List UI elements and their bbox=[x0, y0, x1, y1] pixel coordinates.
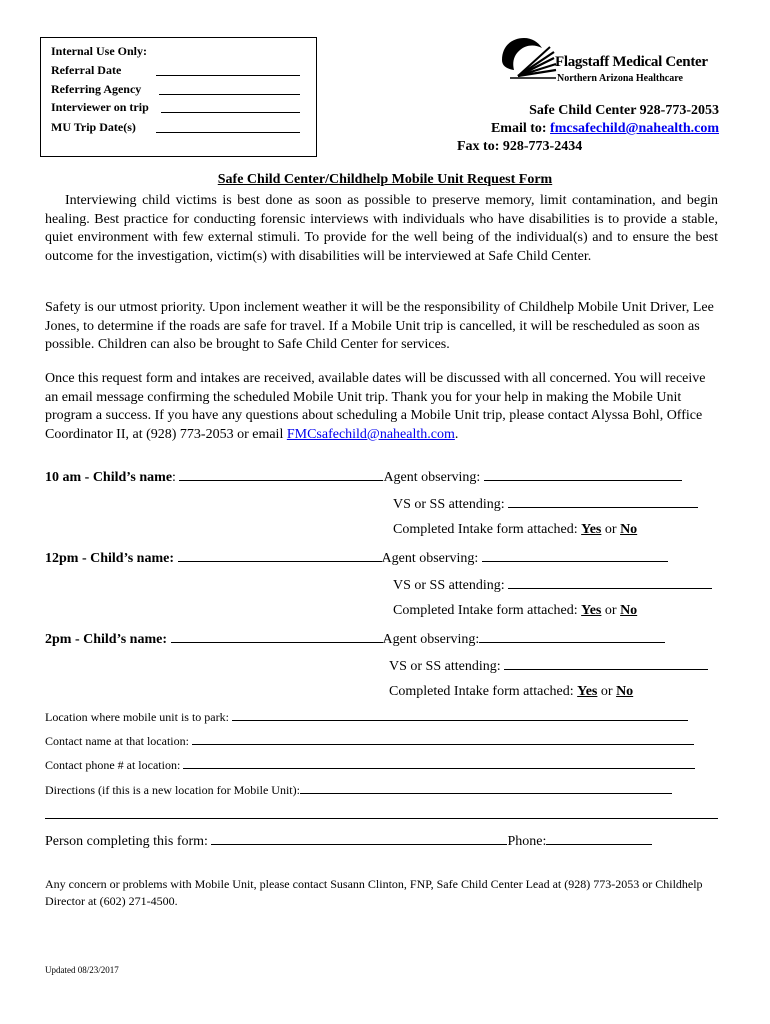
slot-12pm-vs-label: VS or SS attending: bbox=[393, 578, 509, 593]
directions-line-2[interactable] bbox=[45, 818, 718, 819]
email-link[interactable]: fmcsafechild@nahealth.com bbox=[550, 121, 719, 136]
slot-10am-agent-label: Agent observing: bbox=[383, 470, 484, 485]
referring-agency-label: Referring Agency bbox=[51, 82, 142, 96]
park-location-label: Location where mobile unit is to park: bbox=[45, 710, 229, 724]
phone-field[interactable] bbox=[546, 832, 652, 845]
slot-2pm-no[interactable]: No bbox=[616, 684, 634, 699]
interviewer-field[interactable] bbox=[161, 112, 300, 113]
directions-row bbox=[45, 783, 672, 798]
slot-10am-or: or bbox=[601, 522, 621, 537]
contact-name-field[interactable] bbox=[192, 734, 694, 745]
slot-2pm-agent-label: Agent observing: bbox=[382, 632, 480, 647]
slot-12pm bbox=[45, 549, 668, 567]
referral-date-field[interactable] bbox=[156, 75, 300, 76]
contact-name-row bbox=[45, 734, 694, 749]
directions-field[interactable] bbox=[300, 783, 672, 794]
slot-2pm-intake-label: Completed Intake form attached: bbox=[389, 684, 578, 699]
email-prefix: Email to: bbox=[490, 121, 551, 136]
safety-paragraph: Safety is our utmost priority. Upon inclement weather it will be the responsibility of Childhelp Mobile Unit Driver, Lee Jones, to determine if the roads are safe for travel. If a Mobile Unit trip is cancelled, it will be rescheduled as soon as possible. Children can also be brought to Safe Child Center for services. bbox=[45, 300, 714, 352]
person-field[interactable] bbox=[211, 832, 507, 845]
slot-12pm-vs-field[interactable] bbox=[508, 576, 712, 589]
slot-2pm-label: 2pm - Child’s name: bbox=[45, 632, 167, 647]
slot-12pm-intake-label: Completed Intake form attached: bbox=[393, 603, 582, 618]
slot-10am-vs-field[interactable] bbox=[508, 495, 698, 508]
contact-phone-row bbox=[45, 758, 695, 773]
updated-date: Updated 08/23/2017 bbox=[45, 965, 119, 975]
logo-subtitle: Northern Arizona Healthcare bbox=[557, 73, 683, 84]
slot-2pm-agent-field[interactable] bbox=[479, 630, 665, 643]
phone-label: Phone: bbox=[507, 834, 547, 849]
scheduling-email-link[interactable]: FMCsafechild@nahealth.com bbox=[286, 426, 455, 442]
slot-12pm-vs bbox=[393, 576, 712, 594]
mu-trip-dates-field[interactable] bbox=[156, 132, 300, 133]
slot-2pm-intake bbox=[389, 684, 633, 700]
slot-10am-name-field[interactable] bbox=[179, 468, 383, 481]
person-label: Person completing this form: bbox=[45, 834, 208, 849]
contact-name-label: Contact name at that location: bbox=[45, 734, 189, 748]
slot-12pm-intake bbox=[393, 603, 637, 619]
fmc-logo-icon bbox=[498, 36, 558, 80]
park-location-field[interactable] bbox=[232, 710, 688, 721]
slot-10am-no[interactable]: No bbox=[620, 522, 638, 537]
scheduling-end: . bbox=[454, 426, 459, 442]
slot-2pm bbox=[45, 630, 665, 648]
slot-10am-yes[interactable]: Yes bbox=[581, 522, 602, 537]
fax-line: Fax to: 928-773-2434 bbox=[457, 139, 583, 154]
internal-use-box bbox=[40, 37, 317, 157]
intro-paragraph: Interviewing child victims is best done as soon as possible to preserve memory, limit contamination, and begin healing. Best practice for conducting forensic interviews with individuals who have disabilities is to provide a stable, quiet environment with few external stimuli. To provide for the well being of the individual(s) and to ensure the best outcome for the investigation, victim(s) with disabilities will be interviewed at Safe Child Center. bbox=[45, 193, 718, 264]
scheduling-paragraph bbox=[45, 370, 718, 444]
safe-child-phone: Safe Child Center 928-773-2053 bbox=[529, 103, 719, 118]
slot-12pm-or: or bbox=[601, 603, 621, 618]
logo-name: Flagstaff Medical Center bbox=[555, 54, 708, 70]
park-location-row bbox=[45, 710, 688, 725]
slot-10am bbox=[45, 468, 682, 486]
contact-phone-field[interactable] bbox=[183, 758, 695, 769]
slot-10am-vs bbox=[393, 495, 698, 513]
internal-use-title: Internal Use Only: bbox=[51, 44, 147, 58]
scheduling-text: Once this request form and intakes are received, available dates will be discussed with all concerned. You will receive an email message confirming the scheduled Mobile Unit trip. Thank you for your help in making the Mobile Unit program a success. If you have any questions about scheduling a Mobile Unit trip, please contact Alyssa Bohl, Office Coordinator II, at (928) 773-2053 or email bbox=[45, 371, 706, 442]
slot-10am-intake bbox=[393, 522, 637, 538]
slot-2pm-name-field[interactable] bbox=[171, 630, 383, 643]
slot-12pm-name-field[interactable] bbox=[178, 549, 382, 562]
slot-10am-vs-label: VS or SS attending: bbox=[393, 497, 509, 512]
directions-label: Directions (if this is a new location for Mobile Unit): bbox=[45, 783, 300, 797]
slot-2pm-or: or bbox=[597, 684, 617, 699]
slot-12pm-agent-field[interactable] bbox=[482, 549, 668, 562]
contact-phone-label: Contact phone # at location: bbox=[45, 758, 181, 772]
email-line bbox=[491, 121, 719, 137]
slot-10am-agent-field[interactable] bbox=[484, 468, 682, 481]
slot-10am-colon: : bbox=[172, 470, 176, 485]
slot-2pm-vs-label: VS or SS attending: bbox=[389, 659, 505, 674]
slot-12pm-no[interactable]: No bbox=[620, 603, 638, 618]
form-title: Safe Child Center/Childhelp Mobile Unit Request Form bbox=[217, 172, 553, 187]
slot-12pm-yes[interactable]: Yes bbox=[581, 603, 602, 618]
slot-12pm-label: 12pm - Child’s name: bbox=[45, 551, 174, 566]
person-row bbox=[45, 832, 652, 850]
referring-agency-field[interactable] bbox=[159, 94, 300, 95]
concern-note: Any concern or problems with Mobile Unit, please contact Susann Clinton, FNP, Safe Child Center Lead at (928) 773-2053 or Childhelp Director at (602) 271-4500. bbox=[45, 877, 703, 908]
slot-2pm-vs-field[interactable] bbox=[504, 657, 708, 670]
slot-2pm-vs bbox=[389, 657, 708, 675]
slot-10am-intake-label: Completed Intake form attached: bbox=[393, 522, 582, 537]
referral-date-label: Referral Date bbox=[51, 63, 122, 77]
mu-trip-dates-label: MU Trip Date(s) bbox=[51, 120, 136, 134]
slot-12pm-agent-label: Agent observing: bbox=[381, 551, 482, 566]
interviewer-label: Interviewer on trip bbox=[51, 100, 149, 114]
slot-10am-label: 10 am - Child’s name bbox=[45, 470, 173, 485]
slot-2pm-yes[interactable]: Yes bbox=[577, 684, 598, 699]
